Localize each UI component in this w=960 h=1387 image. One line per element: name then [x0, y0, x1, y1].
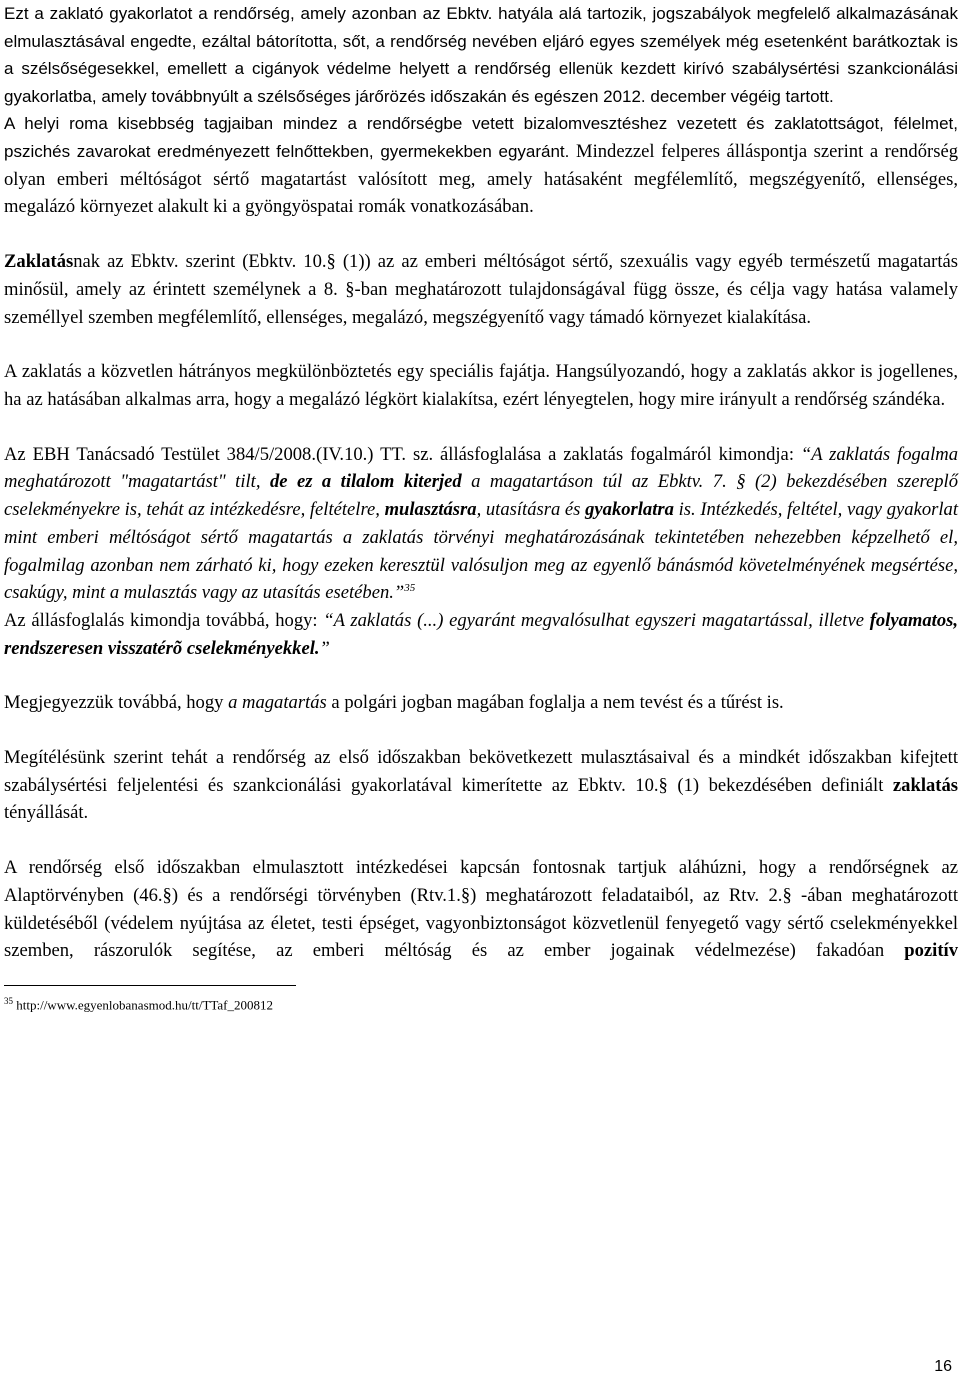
quote-part-1: “A zaklatás fogalma meghatározott "magatartást" tilt, — [4, 443, 958, 493]
page-number: 16 — [934, 1358, 952, 1375]
paragraph-3 — [4, 248, 958, 331]
paragraph-4: A zaklatás a közvetlen hátrányos megkülönböztetés egy speciális fajátja. Hangsúlyozandó, hogy a zaklatás akkor is jogellenes, ha az hatásában alkalmas arra, hogy a megalázó légkört kialakítsa, ezért lényegtelen, hogy mire irányult a rendőrség szándéka. — [4, 361, 958, 410]
paragraph-2 — [4, 110, 958, 221]
paragraph-3-text: nak az Ebktv. szerint (Ebktv. 10.§ (1)) az az emberi méltóságot sértő, szexuális vagy egyéb természetű magatartás minősül, amely az érintett személynek a 8. §-ban meghatározott tulajdonságával függ össze, és célja vagy hatása valamely személlyel szemben megfélemlítő, ellenséges, megalázó, megszégyenítő vagy támadó környezet kialakítása. — [4, 251, 958, 328]
quote-part-5: “A zaklatás (...) egyaránt megvalósulhat egyszeri magatartással, illetve — [323, 609, 870, 631]
quote-emphasis-1: de ez a tilalom kiterjed — [269, 471, 462, 493]
footnote-link[interactable]: http://www.egyenlobanasmod.hu/tt/TTaf_200812 — [16, 997, 274, 1013]
paragraph-6-intro: Az állásfoglalás kimondja továbbá, hogy: — [4, 609, 324, 631]
footnote — [4, 992, 958, 1014]
quote-emphasis-2: mulasztásra — [384, 499, 477, 521]
quote-part-4: is. Intézkedés, feltétel, vagy gyakorlat mint emberi méltóságot sértő magatartás a zaklatás törvényi meghatározásának tekintetében nehezebben képzelhető el, fogalmilag azonban nem zárható ki, hogy ezeken keresztül valósuljon meg az egyenlő bánásmód követelményének megsértése, csakúgy, mint a mulasztás vagy az utasítás esetében.” — [4, 499, 958, 604]
footnote-reference[interactable]: 35 — [404, 582, 416, 595]
paragraph-1: Ezt a zaklató gyakorlatot a rendőrség, amely azonban az Ebktv. hatyála alá tartozik, jogszabályok megfelelő alkalmazásának elmulasztásával engedte, ezáltal bátorította, sőt, a rendőrség nevében eljáró egyes személyek még esetenként barátkoztak is a szélsőségesekkel, emellett a cigányok védelme helyett a rendőrség ellenük kezdett kirívó szabálysértési szankcionálási gyakorlatba, amely továbbnyúlt a szélsőséges járőrözés időszakán és egészen 2012. december végéig tartott. — [4, 4, 958, 106]
paragraph-7-a: Megjegyezzük továbbá, hogy — [4, 692, 229, 714]
paragraph-6 — [4, 607, 958, 662]
paragraph-2-serif: Mindezzel felperes álláspontja szerint a rendőrség olyan emberi méltóságot sértő magatartást valósított meg, amely hatásaként megfélemlítő, megszégyenítő, ellenséges, megalázó környezet alakult ki a gyöngyöspatai romák vonatkozásában. — [4, 141, 958, 218]
paragraph-8-a: Megítélésünk szerint tehát a rendőrség az első időszakban bekövetkezett mulasztásaival és a mindkét időszakban kifejtett szabálysértési feljelentési és szankcionálási gyakorlatával kimerítette az Ebktv. 10.§ (1) bekezdésében definiált — [4, 747, 958, 796]
quote-close: ” — [319, 637, 330, 659]
paragraph-8-c: tényállását. — [4, 802, 89, 824]
footnote-separator — [4, 985, 296, 986]
quote-part-3: , utasításra és — [476, 499, 586, 521]
paragraph-5 — [4, 441, 958, 607]
paragraph-7-italic: a magatartás — [228, 692, 327, 714]
quote-emphasis-4: folyamatos, rendszeresen visszatérõ cselekményekkel. — [4, 609, 958, 659]
paragraph-2-sans: A helyi roma kisebbség tagjaiban mindez a rendőrségbe vetett bizalomvesztéshez vezetett és zaklatottságot, félelmet, pszichés zavarokat eredményezett felnőttekben, gyermekekben egyaránt. — [4, 114, 958, 162]
paragraph-9 — [4, 854, 958, 965]
paragraph-9-a: A rendőrség első időszakban elmulasztott intézkedései kapcsán fontosnak tartjuk aláhúzni, hogy a rendőrségnek az Alaptörvényben (46.§) és a rendőrségi törvényben (Rtv.1.§) meghatározott feladataiból, az Rtv. 2.§ -ában meghatározott küldetéséből (védelem nyújtása az életet, testi épséget, vagyonbiztonságot közvetlenül fenyegető vagy sértő cselekményekkel szemben, rászorulók segítése, az emberi méltóság és az ember jogainak védelmezése) fakadóan — [4, 857, 958, 962]
footnote-number: 35 — [4, 995, 13, 1006]
paragraph-9-bold: pozitív — [904, 940, 958, 962]
quote-emphasis-3: gyakorlatra — [585, 499, 674, 521]
paragraph-8-bold: zaklatás — [892, 774, 958, 796]
quote-part-2: a magatartáson túl az Ebktv. 7. § (2) bekezdésében szereplő cselekményekre is, tehát az intézkedésre, feltételre, — [4, 471, 959, 521]
term-zaklatas: Zaklatás — [4, 251, 74, 273]
paragraph-7-c: a polgári jogban magában foglalja a nem tevést és a tűrést is. — [326, 692, 784, 714]
paragraph-5-intro: Az EBH Tanácsadó Testület 384/5/2008.(IV.10.) TT. sz. állásfoglalása a zaklatás fogalmáról kimondja: — [4, 443, 801, 465]
paragraph-7 — [4, 689, 958, 717]
paragraph-8 — [4, 744, 958, 827]
document-page — [4, 0, 958, 1014]
